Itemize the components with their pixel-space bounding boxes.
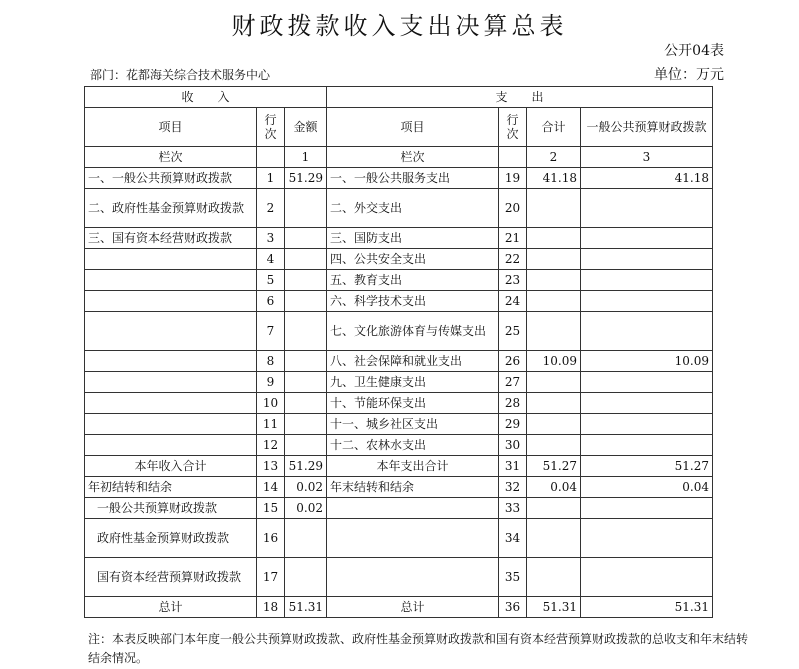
expense-item-cell: 七、文化旅游体育与传媒支出 (327, 312, 499, 351)
table-row (85, 312, 713, 351)
income-amount-cell (285, 351, 327, 372)
expense-row-no-header: 行次 (499, 108, 527, 147)
general-budget-cell (581, 498, 713, 519)
income-item-cell: 总计 (85, 597, 257, 618)
table-row (85, 228, 713, 249)
income-item-cell (85, 351, 257, 372)
income-row-no-cell: 9 (257, 372, 285, 393)
income-item-cell: 二、政府性基金预算财政拨款 (85, 189, 257, 228)
income-row-no-cell: 16 (257, 519, 285, 558)
expense-row-no-cell: 32 (499, 477, 527, 498)
income-row-no-cell: 11 (257, 414, 285, 435)
income-item-cell: 本年收入合计 (85, 456, 257, 477)
income-amount-cell (285, 228, 327, 249)
table-row (85, 519, 713, 558)
table-row (85, 558, 713, 597)
expense-item-cell (327, 498, 499, 519)
expense-total-cell: 0.04 (527, 477, 581, 498)
general-budget-header: 一般公共预算财政拨款 (581, 108, 713, 147)
general-budget-cell (581, 558, 713, 597)
income-item-cell: 一般公共预算财政拨款 (85, 498, 257, 519)
expense-total-cell: 10.09 (527, 351, 581, 372)
department-label: 部门：花都海关综合技术服务中心 (90, 68, 271, 82)
table-row (85, 291, 713, 312)
income-amount-cell (285, 312, 327, 351)
general-budget-cell (581, 519, 713, 558)
col-index-1: 1 (285, 147, 327, 168)
expense-total-cell (527, 312, 581, 351)
expense-row-no-cell: 24 (499, 291, 527, 312)
income-item-cell (85, 414, 257, 435)
expense-total-cell: 51.31 (527, 597, 581, 618)
expense-row-no-cell: 36 (499, 597, 527, 618)
income-item-cell (85, 393, 257, 414)
general-budget-cell (581, 291, 713, 312)
expense-item-cell: 十一、城乡社区支出 (327, 414, 499, 435)
income-amount-cell (285, 189, 327, 228)
expense-row-no-cell: 20 (499, 189, 527, 228)
table-row (85, 372, 713, 393)
expense-total-cell (527, 519, 581, 558)
expense-total-cell (527, 372, 581, 393)
expense-item-cell: 一、一般公共服务支出 (327, 168, 499, 189)
income-row-no-cell: 6 (257, 291, 285, 312)
expense-row-no-cell: 23 (499, 270, 527, 291)
expense-item-cell: 十、节能环保支出 (327, 393, 499, 414)
expense-item-cell: 年末结转和结余 (327, 477, 499, 498)
table-row (85, 189, 713, 228)
income-item-cell: 年初结转和结余 (85, 477, 257, 498)
income-header: 收 入 (85, 87, 327, 108)
general-budget-cell: 0.04 (581, 477, 713, 498)
income-item-header: 项目 (85, 108, 257, 147)
expense-item-cell: 二、外交支出 (327, 189, 499, 228)
income-amount-cell (285, 435, 327, 456)
expense-item-header: 项目 (327, 108, 499, 147)
income-row-no-cell: 5 (257, 270, 285, 291)
income-row-no-cell: 4 (257, 249, 285, 270)
general-budget-cell: 41.18 (581, 168, 713, 189)
income-amount-cell (285, 270, 327, 291)
income-amount-cell: 0.02 (285, 498, 327, 519)
table-row (85, 168, 713, 189)
income-item-cell (85, 312, 257, 351)
expense-item-cell: 八、社会保障和就业支出 (327, 351, 499, 372)
footnote: 注：本表反映部门本年度一般公共预算财政拨款、政府性基金预算财政拨款和国有资本经营预算财政拨款的总收支和年末结转结余情况。 (88, 632, 749, 665)
expense-row-no-cell: 35 (499, 558, 527, 597)
table-row (85, 597, 713, 618)
income-amount-cell: 51.29 (285, 456, 327, 477)
table-row (85, 270, 713, 291)
col-index-3: 3 (581, 147, 713, 168)
expense-item-cell: 三、国防支出 (327, 228, 499, 249)
expense-total-cell (527, 393, 581, 414)
expense-row-no-cell: 33 (499, 498, 527, 519)
general-budget-cell (581, 372, 713, 393)
general-budget-cell: 51.27 (581, 456, 713, 477)
income-amount-cell (285, 372, 327, 393)
expense-header: 支 出 (327, 87, 713, 108)
income-row-no-cell: 7 (257, 312, 285, 351)
table-row (85, 456, 713, 477)
table-row (85, 414, 713, 435)
general-budget-cell (581, 270, 713, 291)
expense-total-cell (527, 558, 581, 597)
budget-table (84, 86, 713, 618)
income-item-cell: 政府性基金预算财政拨款 (85, 519, 257, 558)
page-title: 财政拨款收入支出决算总表 (231, 12, 568, 40)
expense-item-cell: 五、教育支出 (327, 270, 499, 291)
expense-row-no-cell: 29 (499, 414, 527, 435)
expense-total-header: 合计 (527, 108, 581, 147)
expense-row-no-cell: 27 (499, 372, 527, 393)
col-index-2: 2 (527, 147, 581, 168)
income-row-no-cell: 17 (257, 558, 285, 597)
income-item-cell (85, 291, 257, 312)
general-budget-cell (581, 312, 713, 351)
expense-item-cell: 四、公共安全支出 (327, 249, 499, 270)
expense-item-cell: 九、卫生健康支出 (327, 372, 499, 393)
expense-item-cell (327, 558, 499, 597)
empty-cell (499, 147, 527, 168)
col-index-label: 栏次 (327, 147, 499, 168)
income-amount-cell: 51.31 (285, 597, 327, 618)
expense-row-no-cell: 30 (499, 435, 527, 456)
table-row (85, 393, 713, 414)
unit-label: 单位：万元 (654, 67, 724, 83)
income-row-no-header: 行次 (257, 108, 285, 147)
expense-row-no-cell: 22 (499, 249, 527, 270)
income-item-cell (85, 249, 257, 270)
income-row-no-cell: 14 (257, 477, 285, 498)
general-budget-cell (581, 249, 713, 270)
general-budget-cell (581, 414, 713, 435)
expense-row-no-cell: 26 (499, 351, 527, 372)
table-row (85, 498, 713, 519)
table-row (85, 351, 713, 372)
income-row-no-cell: 1 (257, 168, 285, 189)
expense-total-cell (527, 498, 581, 519)
income-amount-cell (285, 519, 327, 558)
income-amount-cell (285, 558, 327, 597)
income-item-cell: 国有资本经营预算财政拨款 (85, 558, 257, 597)
income-row-no-cell: 3 (257, 228, 285, 249)
income-item-cell (85, 435, 257, 456)
expense-total-cell (527, 228, 581, 249)
general-budget-cell (581, 228, 713, 249)
income-row-no-cell: 10 (257, 393, 285, 414)
income-amount-cell: 0.02 (285, 477, 327, 498)
income-amount-cell (285, 393, 327, 414)
income-row-no-cell: 8 (257, 351, 285, 372)
table-row (85, 249, 713, 270)
expense-total-cell: 51.27 (527, 456, 581, 477)
expense-total-cell (527, 189, 581, 228)
expense-total-cell (527, 291, 581, 312)
income-amount-cell (285, 249, 327, 270)
general-budget-cell (581, 189, 713, 228)
expense-item-cell: 本年支出合计 (327, 456, 499, 477)
expense-row-no-cell: 34 (499, 519, 527, 558)
income-item-cell: 三、国有资本经营财政拨款 (85, 228, 257, 249)
form-number: 公开04表 (664, 43, 724, 59)
expense-row-no-cell: 25 (499, 312, 527, 351)
col-index-label: 栏次 (85, 147, 257, 168)
expense-item-cell: 十二、农林水支出 (327, 435, 499, 456)
expense-row-no-cell: 31 (499, 456, 527, 477)
expense-item-cell: 六、科学技术支出 (327, 291, 499, 312)
income-row-no-cell: 12 (257, 435, 285, 456)
expense-total-cell (527, 435, 581, 456)
expense-item-cell: 总计 (327, 597, 499, 618)
expense-total-cell: 41.18 (527, 168, 581, 189)
table-row (85, 435, 713, 456)
income-amount-cell (285, 414, 327, 435)
expense-total-cell (527, 270, 581, 291)
general-budget-cell: 51.31 (581, 597, 713, 618)
expense-row-no-cell: 19 (499, 168, 527, 189)
income-item-cell (85, 270, 257, 291)
income-row-no-cell: 18 (257, 597, 285, 618)
income-item-cell (85, 372, 257, 393)
income-amount-header: 金额 (285, 108, 327, 147)
general-budget-cell: 10.09 (581, 351, 713, 372)
empty-cell (257, 147, 285, 168)
income-row-no-cell: 13 (257, 456, 285, 477)
income-row-no-cell: 15 (257, 498, 285, 519)
income-amount-cell: 51.29 (285, 168, 327, 189)
expense-item-cell (327, 519, 499, 558)
expense-row-no-cell: 28 (499, 393, 527, 414)
income-amount-cell (285, 291, 327, 312)
income-item-cell: 一、一般公共预算财政拨款 (85, 168, 257, 189)
general-budget-cell (581, 393, 713, 414)
expense-total-cell (527, 249, 581, 270)
income-row-no-cell: 2 (257, 189, 285, 228)
expense-row-no-cell: 21 (499, 228, 527, 249)
general-budget-cell (581, 435, 713, 456)
expense-total-cell (527, 414, 581, 435)
table-row (85, 477, 713, 498)
